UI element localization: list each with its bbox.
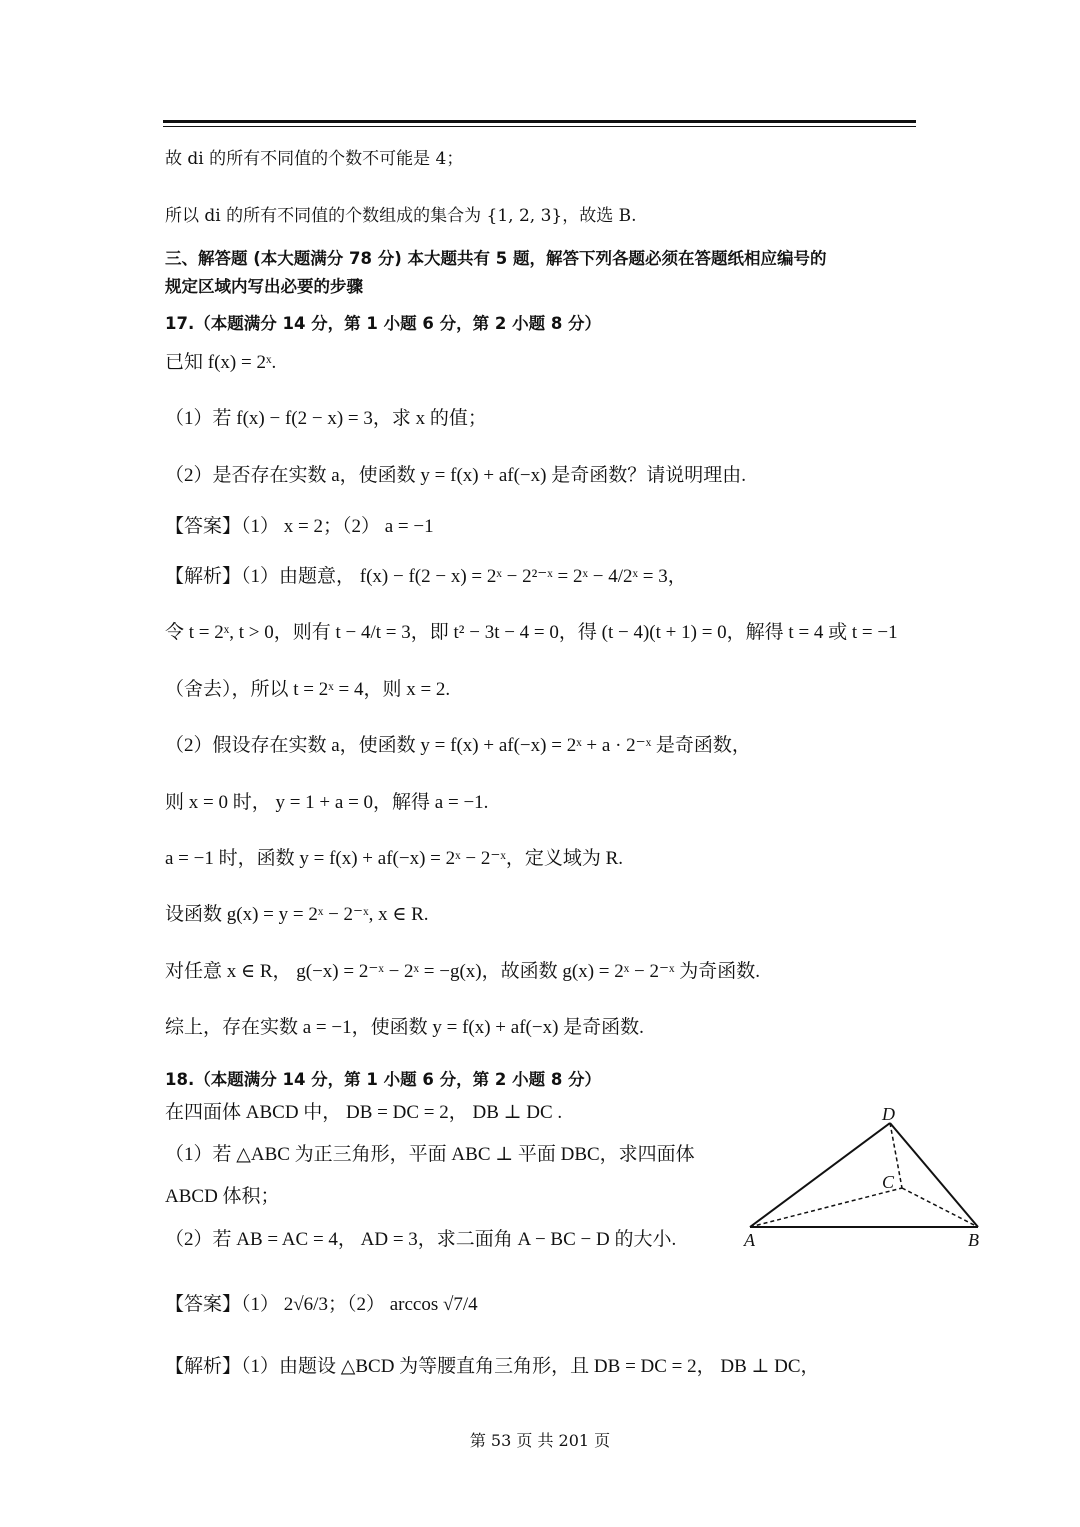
answer-line: 【答案】（1） x = 2；（2） a = −1 (165, 516, 434, 537)
solution-line: a = −1 时，函数 y = f(x) + af(−x) = 2ˣ − 2⁻ˣ，定义域为 R. (165, 848, 624, 869)
section-heading: 三、解答题 (本大题满分 78 分) 本大题共有 5 题，解答下列各题必须在答题纸相应编号的 (165, 249, 827, 268)
solution-line: 令 t = 2ˣ, t > 0，则有 t − 4/t = 3，即 t² − 3t − 4 = 0，得 (t − 4)(t + 1) = 0，解得 t = 4 或 t = −1 (165, 622, 898, 643)
label-a: A (744, 1230, 755, 1250)
answer-line: 【答案】（1） 2√6/3；（2） arccos √7/4 (165, 1294, 478, 1315)
solution-line: 综上，存在实数 a = −1，使函数 y = f(x) + af(−x) 是奇函数. (165, 1017, 644, 1038)
edge-cb (902, 1188, 978, 1227)
problem-heading: 17.（本题满分 14 分，第 1 小题 6 分，第 2 小题 8 分） (165, 314, 602, 333)
solution-line: 【解析】（1）由题意， f(x) − f(2 − x) = 2ˣ − 2²⁻ˣ = 2ˣ − 4/2ˣ = 3， (165, 566, 687, 587)
solution-line: 对任意 x ∈ R， g(−x) = 2⁻ˣ − 2ˣ = −g(x)，故函数 g(x) = 2ˣ − 2⁻ˣ 为奇函数. (165, 961, 760, 982)
header-rule-thick (163, 120, 916, 123)
page-footer: 第 53 页 共 201 页 (469, 1431, 611, 1450)
label-c: C (882, 1172, 895, 1192)
text-line: 故 di 的所有不同值的个数不可能是 4； (165, 149, 464, 169)
label-b: B (968, 1230, 979, 1250)
solution-line: （2）假设存在实数 a，使函数 y = f(x) + af(−x) = 2ˣ + a · 2⁻ˣ 是奇函数， (165, 735, 751, 756)
text-line: 已知 f(x) = 2ˣ. (165, 352, 277, 373)
edge-ac (750, 1188, 902, 1227)
label-d: D (882, 1104, 895, 1124)
text-line: （2）是否存在实数 a，使函数 y = f(x) + af(−x) 是奇函数？请说明理由. (165, 465, 746, 486)
solution-line: （舍去），所以 t = 2ˣ = 4，则 x = 2. (165, 679, 451, 700)
solution-line: 【解析】（1）由题设 △BCD 为等腰直角三角形，且 DB = DC = 2， DB ⊥ DC， (165, 1356, 820, 1377)
text-line: 所以 di 的所有不同值的个数组成的集合为 {1, 2, 3}，故选 B. (165, 206, 637, 226)
solution-line: 则 x = 0 时， y = 1 + a = 0，解得 a = −1. (165, 792, 489, 813)
tetrahedron-figure (742, 1100, 992, 1250)
text-line: 在四面体 ABCD 中， DB = DC = 2， DB ⊥ DC . (165, 1102, 563, 1123)
edge-ad (750, 1123, 890, 1227)
problem-heading: 18.（本题满分 14 分，第 1 小题 6 分，第 2 小题 8 分） (165, 1070, 602, 1089)
header-rule-thin (163, 126, 916, 127)
section-heading: 规定区域内写出必要的步骤 (165, 277, 363, 296)
text-line: （1）若 f(x) − f(2 − x) = 3，求 x 的值； (165, 408, 487, 429)
solution-line: 设函数 g(x) = y = 2ˣ − 2⁻ˣ, x ∈ R. (165, 904, 429, 925)
edge-db (890, 1123, 978, 1227)
text-line: （1）若 △ABC 为正三角形，平面 ABC ⊥ 平面 DBC，求四面体 (165, 1144, 695, 1165)
text-line: ABCD 体积； (165, 1186, 280, 1207)
text-line: （2）若 AB = AC = 4， AD = 3，求二面角 A − BC − D 的大小. (165, 1229, 677, 1250)
